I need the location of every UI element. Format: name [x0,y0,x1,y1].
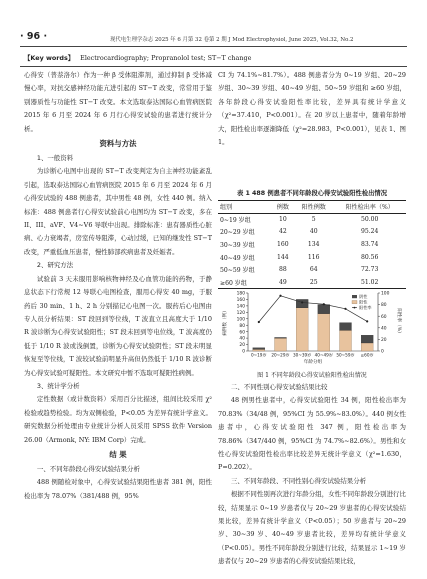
table-header-cell: 例数 [276,204,289,212]
table-row [218,276,406,289]
bar-positive [318,314,330,351]
age-results-paragraph: 488 例随检对象中，心得安试验结果阳性患者 381 例，阳性检出率为 78.07%（381/488 例，95% [24,478,212,500]
legend-swatch-positive [352,301,357,304]
keywords-line [24,53,251,62]
y-tick-label-left: 180 [236,291,245,297]
table-cell: 42 [278,228,287,236]
age-chart [218,288,406,368]
table-cell: 80.56 [360,253,379,261]
legend-swatch-negative [352,295,357,298]
subheading-age-results: 一、不同年龄段心得安试验结果分析 [36,464,140,473]
table-cell: 95.24 [360,228,379,236]
age-results-continued: CI 为 74.1%~81.7%）。488 例患者分为 0~19 岁组、20~29 岁组、30~39 岁组、40~49 岁组、50~59 岁组和 ≥60 岁组，各年龄段心得安试验阳性率比较，差异具有统计学意义（χ²=37.410，P<0.001）。在 20 岁以上患者中，随着年龄增大，阳性检出率逐渐降低（χ²=28.983，P<0.001），见表 1、图 1。 [218,71,406,147]
x-tick-label: ≥60岁 [360,352,374,358]
age-table [218,200,406,289]
table-cell: 40 [309,228,318,236]
table-cell: 20~29 岁组 [220,229,255,237]
rate-point [366,320,368,322]
page-number: · 96 · [20,31,48,42]
x-tick-label: 20~29岁 [271,352,290,358]
method-paragraph: 试验前 3 天未服用影响核物神经及心血管功能的药物，于静息状态下行常规 12 导联心电图检查，服用心得安 40 mg，于服药后 30 min、1 h、2 h 分别描记心电图一次。服药后心电图由专人员分析结果：ST 段回到等位线，T 波直立且高度大于 1/10 R 波诊断为心得安试验阳性；ST 段未回到等电位线，T 波高度仍低于 1/10 R 波或浅倒置，诊断为心得安试验阴性；ST 段未明显恢复至等位线，T 波较试验前明显升高但仍然低于 1/10 R 波诊断为心得安试验可疑阳性。本文研究中暂不选取可疑阳性病例。 [24,274,212,377]
bar-negative [318,305,330,314]
keywords-label: 【Key words】 [24,54,75,62]
subheading-gender: 二、不同性别心得安试验结果比较 [230,383,328,391]
running-head: 现代电生理学杂志 2025 年 6 月第 32 卷第 2 期 J Mod Electrophysiol, June 2025, Vol.32, No.2 [110,37,354,43]
table-header-cell: 阳性检出率（%） [345,204,394,212]
right-column-top [218,69,406,149]
bar-negative [340,323,352,331]
y-tick-label-left: 60 [239,330,245,336]
y-axis-title-right: 阳性率（%） [396,308,401,336]
y-tick-label-right: 80 [381,303,387,309]
rate-point [323,303,325,305]
bar-negative [253,348,265,350]
bar-negative [275,337,287,338]
y-tick-label-left: 140 [236,304,245,310]
table-row [218,213,406,226]
legend-marker-rate [354,307,356,309]
right-column-bottom [218,381,406,569]
table-cell: 0~19 岁组 [220,217,251,225]
left-column [24,69,212,503]
rate-point [258,321,260,323]
table-row [218,238,406,251]
age-gender-paragraph: 根据不同性别再次进行年龄分组，女性不同年龄段分别进行比较，结果显示 0~19 岁患者仅与 20~29 岁患者的心得安试验结果比较，差异有统计学意义（P<0.05）；50 岁患者与 20~29 岁、30~39 岁、40~49 岁患者比较，差异均有统计学意义（P<0.05）。男性不同年龄段分别进行比较，结果显示 1~19 岁患者仅与 20~29 岁患者的心得安试验结果比较， [218,490,406,566]
table-cell: 72.73 [360,266,379,274]
rate-point [344,308,346,310]
x-tick-label: 0~19岁 [250,352,267,358]
bar-positive [275,338,287,351]
x-axis-title: 年龄分组 [303,360,323,365]
bar-negative [361,335,373,343]
x-tick-label: 40~49岁 [314,352,334,358]
y-tick-label-left: 0 [242,349,245,355]
table-cell: 160 [277,241,289,249]
rate-point [279,295,281,297]
x-tick-label: 30~39岁 [292,352,312,358]
table-row [218,226,406,239]
table-cell: 25 [309,278,318,286]
header-rule [20,46,407,47]
legend-label-rate: 阳性率 [359,305,372,310]
statistics-paragraph: 定性数据（或计数资料）采用百分比描述，组间比较采用 χ² 检验或趋势检验。均为双侧检验，P<0.05 为差异有统计学意义。研究数据分析处理由专业统计分析人员采用 SPSS 软件 Version 26.00（Armonk, NY: IBM Corp）完成。 [24,395,212,444]
y-tick-label-left: 120 [236,310,245,316]
legend-label-positive: 阳性 [359,299,368,305]
results-heading: 结 果 [109,449,127,459]
y-tick-label-right: 20 [381,338,387,343]
keywords-text: Electrocardiography; Propranolol test; ST−T change [80,54,252,62]
keywords-rule [20,66,407,67]
table-cell: 40~49 岁组 [220,254,255,262]
y-tick-label-left: 20 [239,343,245,349]
y-tick-label-left: 80 [239,323,245,329]
y-tick-label-left: 40 [239,336,245,342]
table-cell: 5 [311,216,316,224]
chart-plot-area [221,291,403,365]
legend-label-negative: 阴性 [359,294,368,299]
table-row [218,251,406,264]
table-cell: 30~39 岁组 [220,242,255,250]
table-row [218,263,406,276]
gender-paragraph: 48 例男性患者中，心得安试验阳性 34 例，阳性检出率为 70.83%（34/48 例，95%CI 为 55.9%~83.0%）。440 例女性患者中，心得安试验阳性 347 例，阳性检出率为 78.86%（347/440 例，95%CI 为 74.7%~82.6%）。男性和女性心得安试验阳性检出率比较差异无统计学意义（χ²=1.630，P=0.202）。 [218,396,406,472]
table-cell: 51.02 [360,278,379,286]
bar-positive [253,349,265,351]
subheading-statistics: 3、统计学分析 [36,381,80,390]
table-cell: 88 [278,266,287,274]
table-cell: 134 [307,241,320,249]
rate-point [301,301,303,303]
table-header-row [218,201,406,214]
figure-caption: 图 1 不同年龄段心得安试验阳性检出情况 [257,372,367,379]
y-tick-label-right: 100 [381,291,390,297]
subheading-method: 2、研究方法 [36,261,74,270]
subheading-general: 1、一般资料 [36,154,74,163]
y-axis-title-left: 病例数（例） [223,308,228,336]
table-cell: 10 [278,216,287,224]
table-header-cell: 阳性例数 [301,204,326,212]
table-cell: 49 [278,278,287,286]
table-caption: 表 1 488 例患者不同年龄段心得安试验阳性检出情况 [236,190,388,197]
table-cell: 50~59 岁组 [220,267,255,275]
table-cell: 64 [309,266,318,274]
table-cell: 83.74 [360,241,379,249]
general-paragraph: 为诊断心电图中出现的 ST−T 改变判定为自主神经功能紊乱引起，选取泰达国际心血管病医院 2015 年 6 月至 2024 年 6 月心得安试验的 488 例患者，其中男性 48 例，女性 440 例。纳入标准：488 例患者行心得安试验前心电图均为 ST−T 改变，多在 II、III、aVF、V4~V6 导联中出现。排除标准：患有器质性心脏病、心力衰竭者，房室传导阻滞，心动过缓，已知的继发性 ST−T 改变，严重低血压患者，慢性肺部疾病患者及妊娠者。 [24,167,212,256]
subheading-age-gender: 三、不同年龄段、不同性别心得安试验结果分析 [230,476,367,485]
x-tick-label: 50~59岁 [336,352,355,358]
bar-negative [296,299,308,307]
y-tick-label-right: 60 [381,314,387,320]
table-header-cell: 组别 [220,204,233,212]
y-tick-label-left: 100 [236,317,245,323]
bar-positive [361,343,373,351]
methods-heading: 资料与方法 [99,139,137,149]
table-cell: ≥60 岁组 [220,279,247,287]
bar-positive [296,308,308,351]
table-cell: 144 [277,253,289,261]
y-tick-label-right: 0 [381,349,384,355]
rate-line [259,296,367,322]
y-tick-label-right: 40 [381,326,387,332]
intro-paragraph: 心得安（普萘洛尔）作为一种 β 受体阻滞剂，通过抑制 β 受体减慢心率，对抗交感神经功能亢进引起的 ST−T 改变，常常用于鉴别器质性与功能性 ST−T 改变。本文选取泰达国际心血管病医院 2015 年 6 月至 2024 年 6 月行心得安试验的患者进行统计分析。 [24,71,212,133]
table-cell: 116 [307,253,320,261]
bar-positive [340,330,352,351]
table-cell: 50.00 [360,216,379,224]
y-tick-label-left: 160 [236,298,245,304]
